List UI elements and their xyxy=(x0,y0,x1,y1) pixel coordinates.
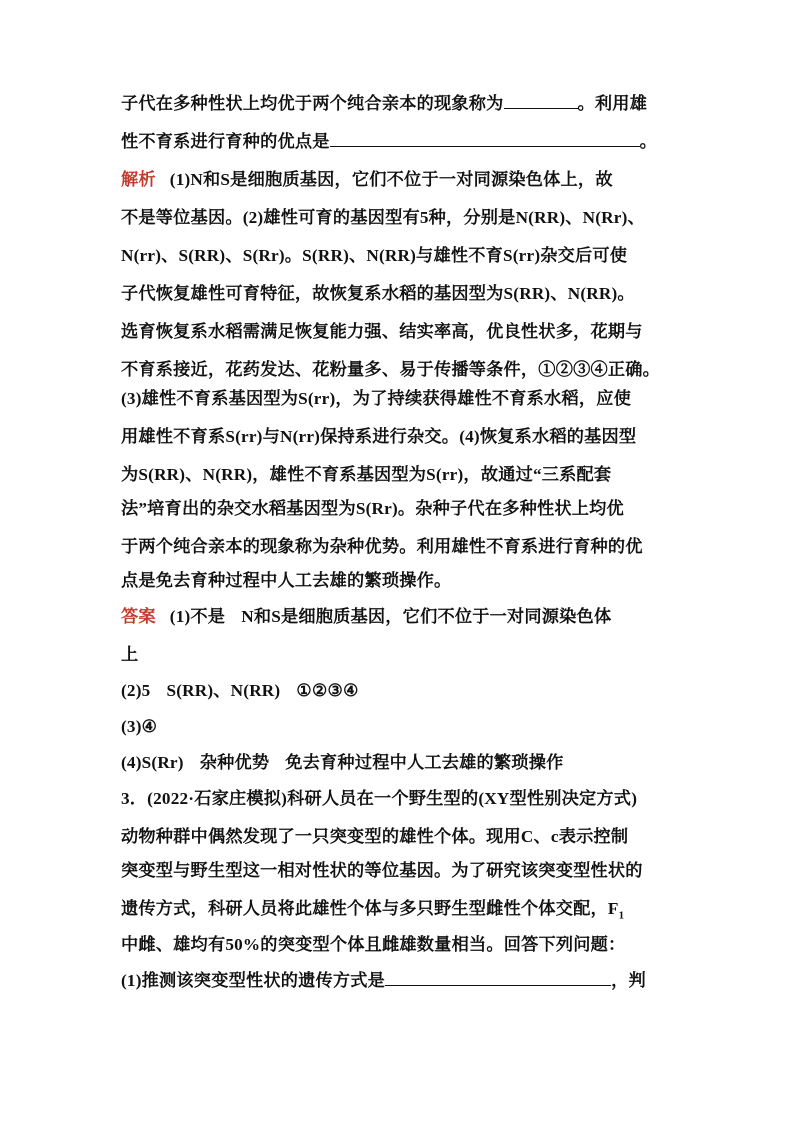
question-3-line-1: 3．(2022·石家庄模拟)科研人员在一个野生型的(XY型性别决定方式) xyxy=(121,789,638,808)
question-3-line-3: 突变型与野生型这一相对性状的等位基因。为了研究该突变型性状的 xyxy=(121,861,643,880)
answer-line-4: (3)④ xyxy=(121,717,158,736)
answer-blank[interactable] xyxy=(385,967,611,986)
analysis-line-11: 于两个纯合亲本的现象称为杂种优势。利用雄性不育系进行育种的优 xyxy=(121,537,643,556)
analysis-line-6: 不育系接近，花药发达、花粉量多、易于传播等条件，①②③④正确。 xyxy=(121,360,661,379)
analysis-line-7: (3)雄性不育系基因型为S(rr)，为了持续获得雄性不育系水稻，应使 xyxy=(121,389,631,408)
question-line-2: 性不育系进行育种的优点是 。 xyxy=(121,127,681,157)
analysis-line-8: 用雄性不育系S(rr)与N(rr)保持系进行杂交。(4)恢复系水稻的基因型 xyxy=(121,427,637,446)
question-line-1: 子代在多种性状上均优于两个纯合亲本的现象称为 。利用雄 xyxy=(121,89,681,119)
analysis-line-10: 法”培育出的杂交水稻基因型为S(Rr)。杂种子代在多种性状上均优 xyxy=(121,499,624,518)
analysis-line-3: N(rr)、S(RR)、S(Rr)。S(RR)、N(RR)与雄性不育S(rr)杂交后可使 xyxy=(121,246,628,265)
analysis-line-4: 子代恢复雄性可育特征，故恢复系水稻的基因型为S(RR)、N(RR)。 xyxy=(121,284,635,303)
analysis-line-5: 选育恢复系水稻需满足恢复能力强、结实率高，优良性状多，花期与 xyxy=(121,322,643,341)
answer-blank[interactable] xyxy=(330,128,640,147)
analysis-line-1: 解析 (1)N和S是细胞质基因，它们不位于一对同源染色体上，故 xyxy=(121,170,613,189)
answer-line-2: 上 xyxy=(121,645,139,664)
question-3-line-2: 动物种群中偶然发现了一只突变型的雄性个体。现用C、c表示控制 xyxy=(121,827,629,846)
answer-line-1: 答案 (1)不是 N和S是细胞质基因，它们不位于一对同源染色体 xyxy=(121,607,612,626)
analysis-line-9: 为S(RR)、N(RR)，雄性不育系基因型为S(rr)，故通过“三系配套 xyxy=(121,465,612,484)
answer-line-5: (4)S(Rr) 杂种优势 免去育种过程中人工去雄的繁琐操作 xyxy=(121,753,564,772)
analysis-label: 解析 xyxy=(121,170,156,189)
answer-line-3: (2)5 S(RR)、N(RR) ①②③④ xyxy=(121,681,359,700)
question-3-line-4: 遗传方式，科研人员将此雄性个体与多只野生型雌性个体交配，$F_1$ xyxy=(121,899,625,922)
analysis-line-2: 不是等位基因。(2)雄性可育的基因型有5种，分别是N(RR)、N(Rr)、 xyxy=(121,208,645,227)
question-3-line-6: (1)推测该突变型性状的遗传方式是 ，判 xyxy=(121,966,681,996)
analysis-line-12: 点是免去育种过程中人工去雄的繁琐操作。 xyxy=(121,571,452,590)
answer-blank[interactable] xyxy=(504,90,578,109)
question-3-line-5: 中雌、雄均有50%的突变型个体且雌雄数量相当。回答下列问题： xyxy=(121,935,626,954)
answer-label: 答案 xyxy=(121,607,156,626)
